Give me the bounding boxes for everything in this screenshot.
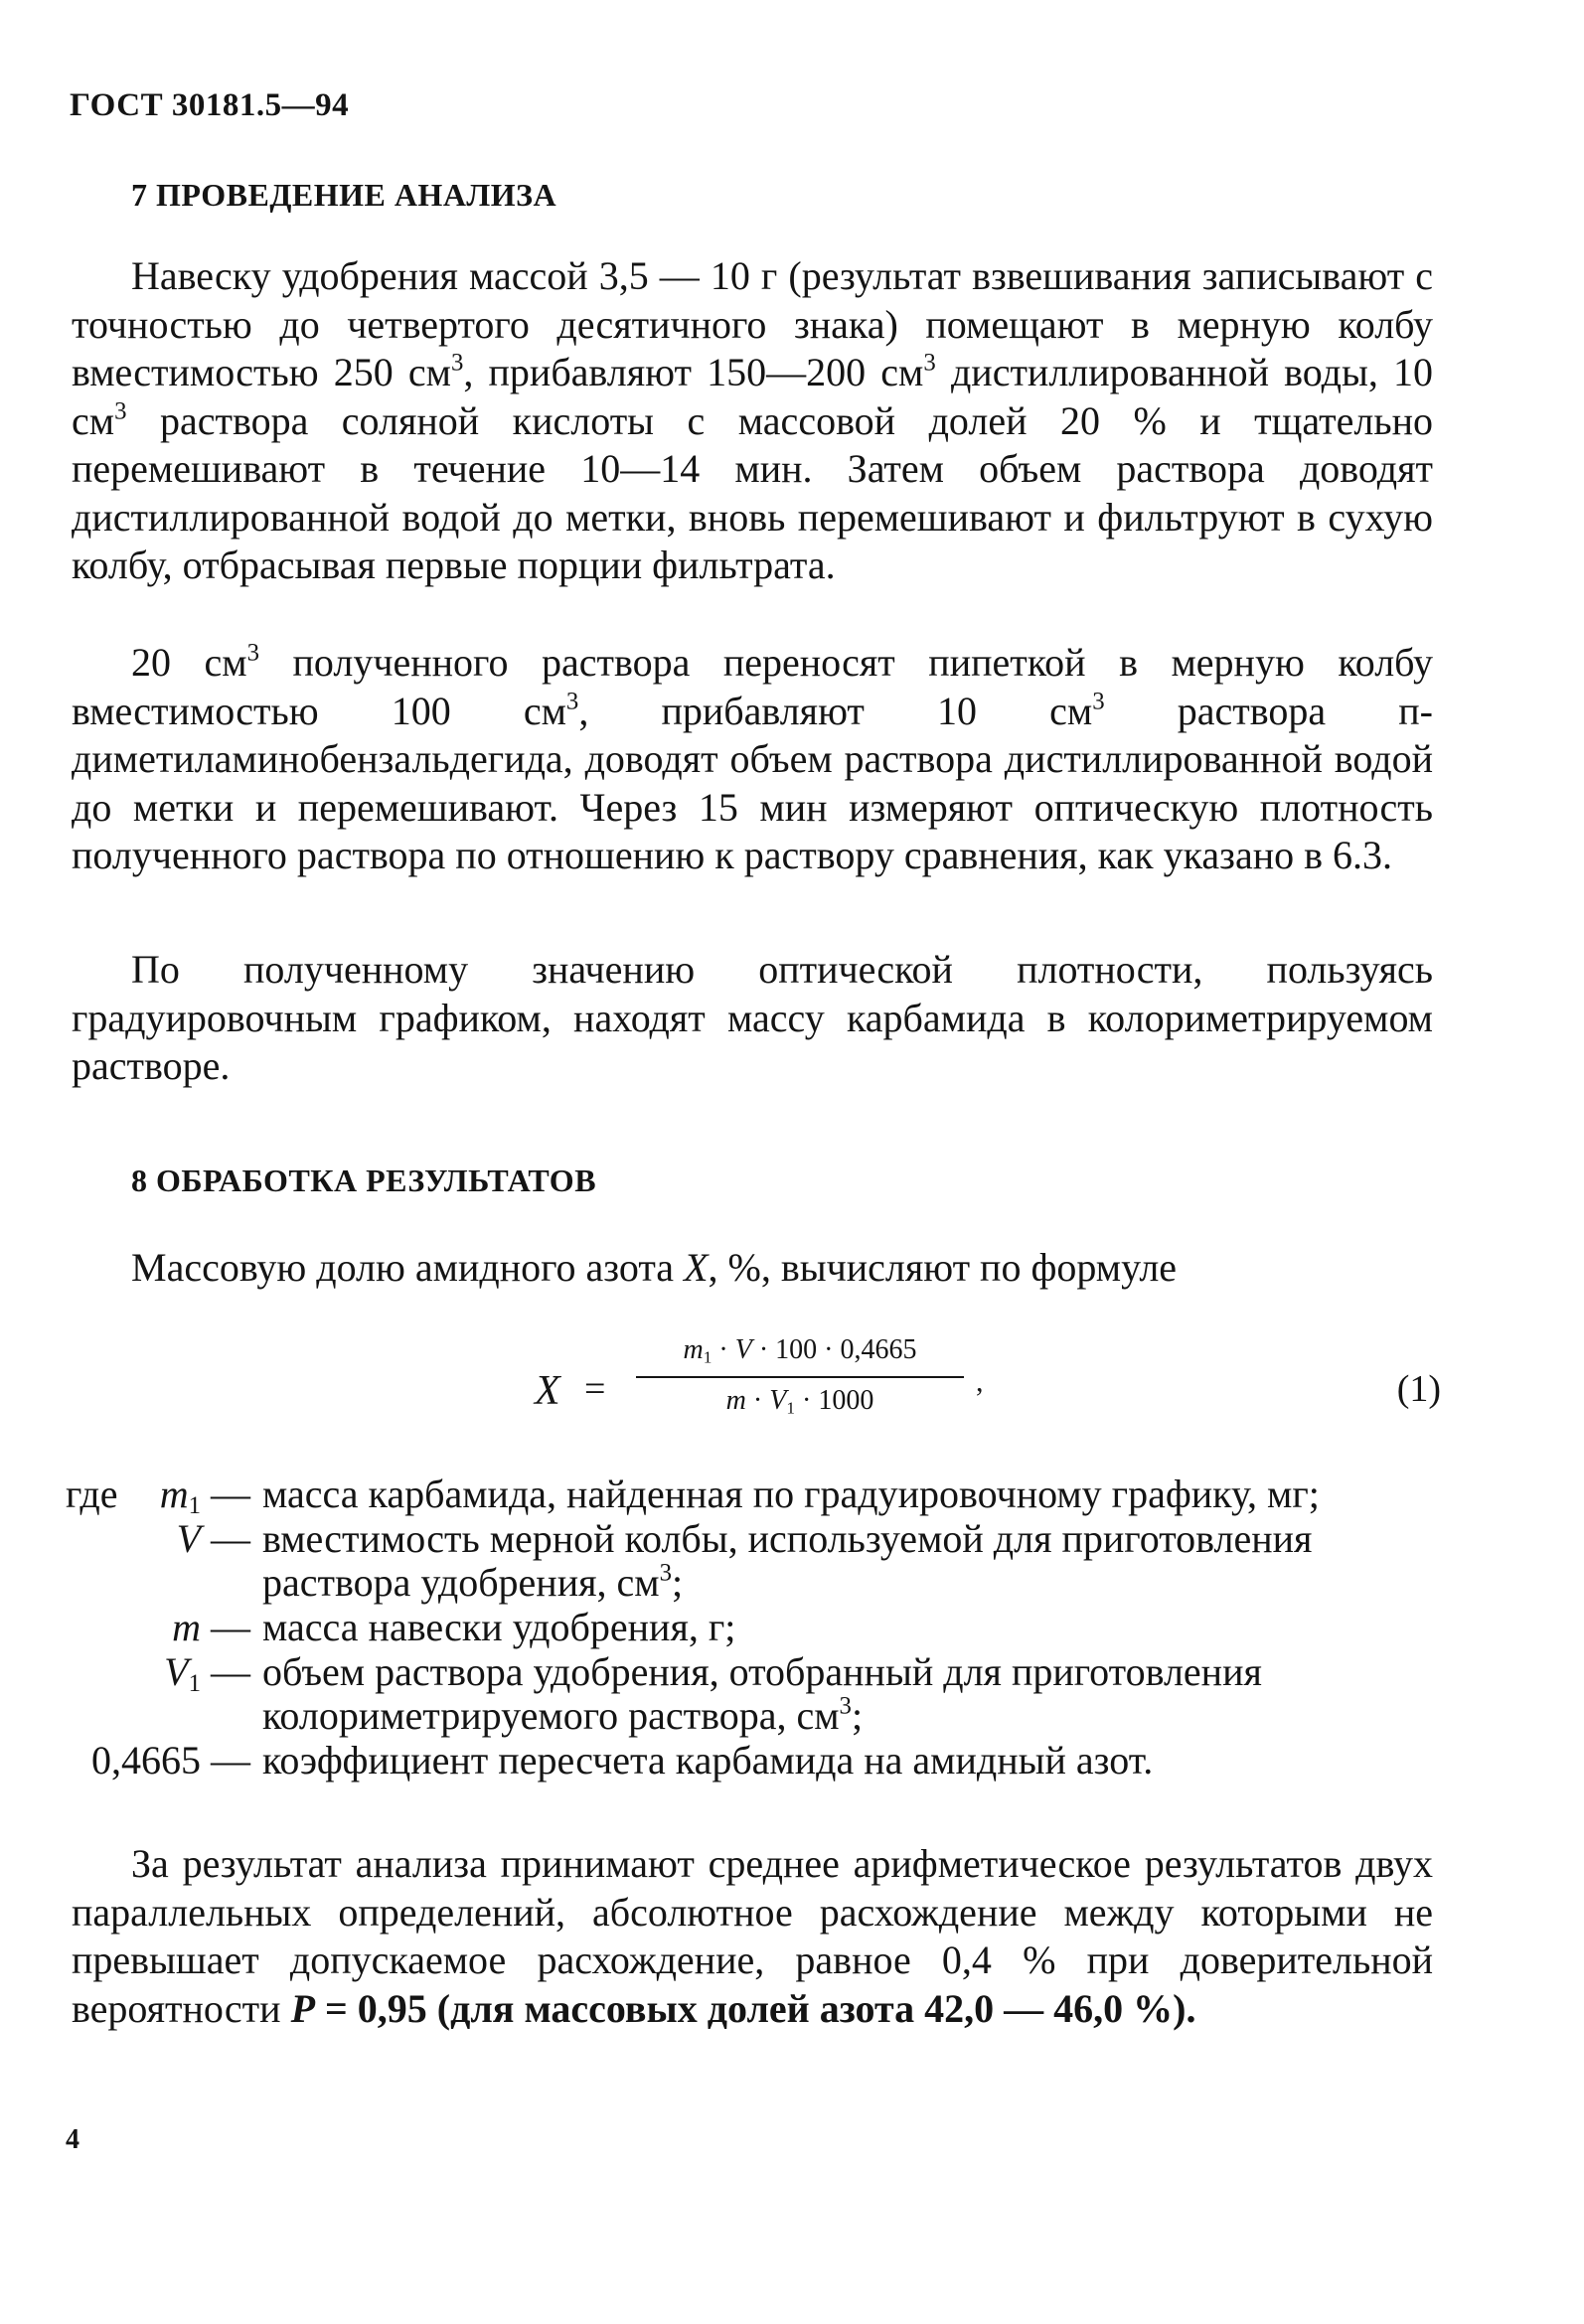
formula-comma: ,: [976, 1365, 984, 1398]
definition-m1: [0, 1472, 1584, 1520]
definition-symbol: 0,4665 —: [91, 1738, 250, 1782]
definition-symbol: $V_1$ —: [164, 1649, 250, 1698]
definition-text: масса карбамида, найденная по градуировочному графику, мг;: [262, 1472, 1320, 1516]
definition-v1: [0, 1650, 1584, 1738]
variable-definitions: [0, 1472, 1584, 1783]
formula-denominator: $m \cdot V_1 \cdot 1000$: [725, 1385, 874, 1418]
section-7-paragraph-3: По полученному значению оптической плотности, пользуясь градуировочным графиком, находят массу карбамида в колориметрируемом растворе.: [72, 947, 1433, 1088]
fraction-bar: [636, 1376, 964, 1378]
definition-symbol: V —: [176, 1516, 250, 1561]
formula-1: [527, 1331, 1441, 1441]
formula-equals: =: [584, 1368, 606, 1410]
document-code: ГОСТ 30181.5—94: [70, 87, 350, 123]
definition-coefficient: [0, 1739, 1584, 1782]
definition-symbol: m —: [172, 1605, 250, 1649]
definition-text: объем раствора удобрения, отобранный для приготовления колориметрируемого раствора, $см^3$;: [262, 1649, 1262, 1738]
definition-text: масса навески удобрения, г;: [262, 1605, 736, 1649]
definition-m: [0, 1606, 1584, 1649]
section-7-paragraph-1: Навеску удобрения массой 3,5 — 10 г (результат взвешивания записывают с точностью до четвертого десятичного знака) помещают в мерную колбу вместимостью 250 $см^3$, прибавляют 150—200 $см^3$ дистиллированной воды, 10 $см^3$ раствора соляной кислоты с массовой долей 20 % и тщательно перемешивают в течение 10—14 мин. Затем объем раствора доводят дистиллированной водой до метки, вновь перемешивают и фильтруют в сухую колбу, отбрасывая первые порции фильтрата.: [72, 253, 1433, 587]
definition-symbol: $m_1$ —: [159, 1472, 250, 1520]
formula-intro: Массовую долю амидного азота X, %, вычисляют по формуле: [131, 1245, 1178, 1290]
where-label: где: [66, 1472, 118, 1516]
formula-numerator: $m_1 \cdot V \cdot 100 \cdot 0,4665$: [683, 1334, 917, 1367]
section-8-title: 8 ОБРАБОТКА РЕЗУЛЬТАТОВ: [131, 1162, 597, 1198]
result-paragraph: За результат анализа принимают среднее арифметическое результатов двух параллельных определений, абсолютное расхождение между которыми не превышает допускаемое расхождение, равное 0,4 % при доверительной вероятности P = 0,95 (для массовых долей азота 42,0 — 46,0 %).: [72, 1841, 1433, 2031]
definition-v: [0, 1517, 1584, 1605]
section-7-title: 7 ПРОВЕДЕНИЕ АНАЛИЗА: [131, 177, 557, 213]
section-7-paragraph-2: 20 $см^3$ полученного раствора переносят пипеткой в мерную колбу вместимостью 100 $см^3$, прибавляют 10 $см^3$ раствора п-диметиламинобензальдегида, доводят объем раствора дистиллированной водой до метки и перемешивают. Через 15 мин измеряют оптическую плотность полученного раствора по отношению к раствору сравнения, как указано в 6.3.: [72, 639, 1434, 877]
definition-text: вместимость мерной колбы, используемой для приготовления раствора удобрения, $см^3$;: [262, 1516, 1313, 1605]
page-number: 4: [66, 2124, 79, 2155]
formula-lhs: X: [535, 1368, 560, 1414]
definition-text: коэффициент пересчета карбамида на амидный азот.: [262, 1738, 1154, 1782]
formula-number: (1): [1396, 1368, 1441, 1410]
